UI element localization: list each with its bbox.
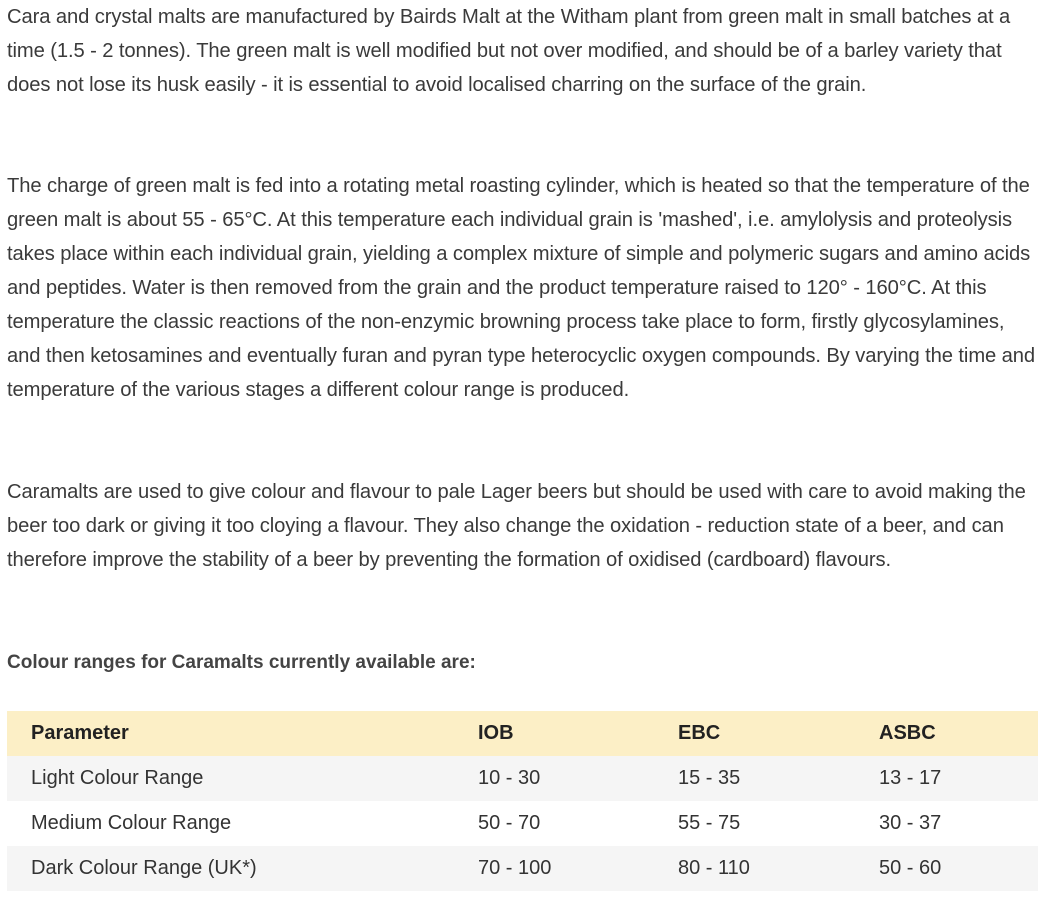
row-asbc-cell: 13 - 17 xyxy=(879,767,942,789)
table-header-row xyxy=(7,711,1038,756)
row-parameter-cell: Light Colour Range xyxy=(31,767,204,789)
row-ebc-cell: 15 - 35 xyxy=(678,767,741,789)
row-parameter-cell: Medium Colour Range xyxy=(31,812,232,834)
header-ebc: EBC xyxy=(678,722,721,744)
paragraph-caramalt-usage: Caramalts are used to give colour and flavour to pale Lager beers but should be used with care to avoid making the beer too dark or giving it too cloying a flavour. They also change the oxidation - reduction state of a beer, and can therefore improve the stability of a beer by preventing the formation of oxidised (cardboard) flavours. xyxy=(7,481,1026,571)
header-iob: IOB xyxy=(478,722,514,744)
colour-ranges-heading: Colour ranges for Caramalts currently available are: xyxy=(7,652,476,673)
row-parameter-cell: Dark Colour Range (UK*) xyxy=(31,857,257,879)
row-iob-cell: 70 - 100 xyxy=(478,857,552,879)
row-ebc-cell: 55 - 75 xyxy=(678,812,741,834)
row-asbc-cell: 30 - 37 xyxy=(879,812,942,834)
table-row xyxy=(7,846,1038,891)
table-row xyxy=(7,756,1038,801)
paragraph-roasting-process: The charge of green malt is fed into a rotating metal roasting cylinder, which is heated so that the temperature of the green malt is about 55 - 65°C. At this temperature each individual grain is 'mashed', i.e. amylolysis and proteolysis takes place within each individual grain, yielding a complex mixture of simple and polymeric sugars and amino acids and peptides. Water is then removed from the grain and the product temperature raised to 120° - 160°C. At this temperature the classic reactions of the non-enzymic browning process take place to form, firstly glycosylamines, and then ketosamines and eventually furan and pyran type heterocyclic oxygen compounds. By varying the time and temperature of the various stages a different colour range is produced. xyxy=(7,175,1036,401)
row-asbc-cell: 50 - 60 xyxy=(879,857,942,879)
table-row xyxy=(7,801,1038,846)
row-ebc-cell: 80 - 110 xyxy=(678,857,750,879)
header-asbc: ASBC xyxy=(879,722,936,744)
colour-ranges-table xyxy=(7,711,1038,891)
paragraph-manufacture: Cara and crystal malts are manufactured by Bairds Malt at the Witham plant from green malt in small batches at a time (1.5 - 2 tonnes). The green malt is well modified but not over modified, and should be of a barley variety that does not lose its husk easily - it is essential to avoid localised charring on the surface of the grain. xyxy=(7,6,1011,96)
header-parameter: Parameter xyxy=(31,722,129,744)
row-iob-cell: 10 - 30 xyxy=(478,767,541,789)
row-iob-cell: 50 - 70 xyxy=(478,812,541,834)
